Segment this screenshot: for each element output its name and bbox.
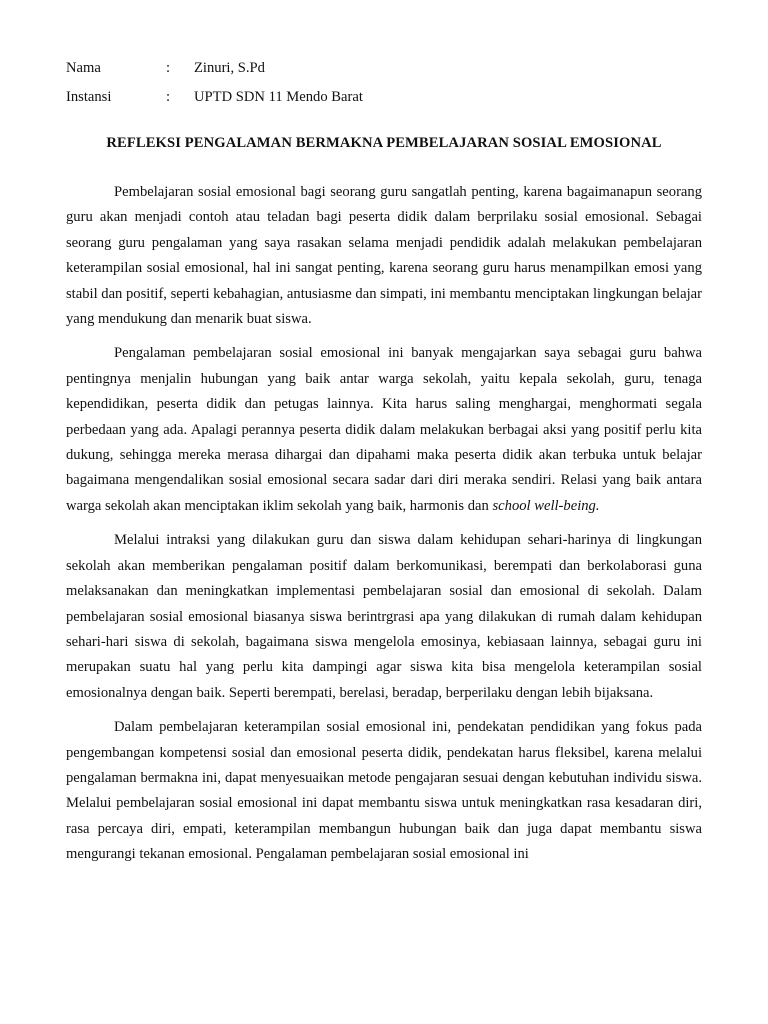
name-colon: : — [166, 60, 171, 76]
paragraph-2 — [66, 341, 702, 519]
institution-value: UPTD SDN 11 Mendo Barat — [194, 89, 363, 105]
institution-label: Instansi — [66, 89, 112, 105]
name-row — [66, 58, 702, 87]
institution-row — [66, 87, 702, 116]
institution-colon: : — [166, 89, 171, 105]
document-body — [66, 180, 702, 868]
name-label: Nama — [66, 60, 101, 76]
paragraph-2-text: Pengalaman pembelajaran sosial emosional ini banyak mengajarkan saya sebagai guru bahwa pentingnya menjalin hubungan yang baik antar warga sekolah, yaitu kepala sekolah, guru, tenaga kependidikan, peserta didik dan petugas lainnya. Kita harus saling menghargai, menghormati segala perbedaan yang ada. Apalagi perannya peserta didik dalam melakukan berbagai aksi yang positif perlu kita dukung, sehingga mereka merasa dihargai dan dipahami maka peserta didik akan terbuka untuk belajar bagaimana mengendalikan sosial emosional secara sadar dari diri meraka sendiri. Relasi yang baik antara warga sekolah akan menciptakan iklim sekolah yang baik, harmonis dan — [66, 345, 702, 514]
paragraph-2-italic-term: school well-being. — [492, 497, 600, 514]
paragraph-1: Pembelajaran sosial emosional bagi seorang guru sangatlah penting, karena bagaimanapun seorang guru akan menjadi contoh atau teladan bagi peserta didik dalam berprilaku sosial emosional. Sebagai seorang guru pengalaman yang saya rasakan selama menjadi pendidik adalah melakukan pembelajaran keterampilan sosial emosional, hal ini sangat penting, karena seorang guru harus menampilkan emosi yang stabil dan positif, seperti kebahagian, antusiasme dan simpati, ini membantu menciptakan lingkungan belajar yang mendukung dan menarik buat siswa. — [66, 184, 702, 328]
document-title: REFLEKSI PENGALAMAN BERMAKNA PEMBELAJARAN SOSIAL EMOSIONAL — [106, 135, 662, 151]
name-value: Zinuri, S.Pd — [194, 60, 265, 76]
paragraph-3: Melalui intraksi yang dilakukan guru dan siswa dalam kehidupan sehari-harinya di lingkungan sekolah akan memberikan pengalaman positif dalam berkomunikasi, berempati dan berkolaborasi guna melaksanakan dan meningkatkan implementasi pembelajaran sosial dan emosional di sekolah. Dalam pembelajaran sosial emosional biasanya siswa berintrgrasi apa yang dilakukan di rumah dalam kehidupan sehari-hari siswa di sekolah, bagaimana siswa mengelola emosinya, kebiasaan lainnya, sebagai guru ini merupakan suatu hal yang perlu kita dampingi agar siswa kita bisa mengelola keterampilan sosial emosionalnya dengan baik. Seperti berempati, berelasi, beradap, berperilaku dengan lebih bijaksana. — [66, 532, 702, 701]
paragraph-4: Dalam pembelajaran keterampilan sosial emosional ini, pendekatan pendidikan yang fokus pada pengembangan kompetensi sosial dan emosional peserta didik, pendekatan harus fleksibel, karena melalui pengalaman bermakna ini, dapat menyesuaikan metode pengajaran sesuai dengan kebutuhan individu siswa. Melalui pembelajaran sosial emosional ini dapat membantu siswa untuk meningkatkan rasa kesadaran diri, rasa percaya diri, empati, keterampilan membangun hubungan baik dan juga dapat membantu siswa mengurangi tekanan emosional. Pengalaman pembelajaran sosial emosional ini — [66, 719, 702, 863]
